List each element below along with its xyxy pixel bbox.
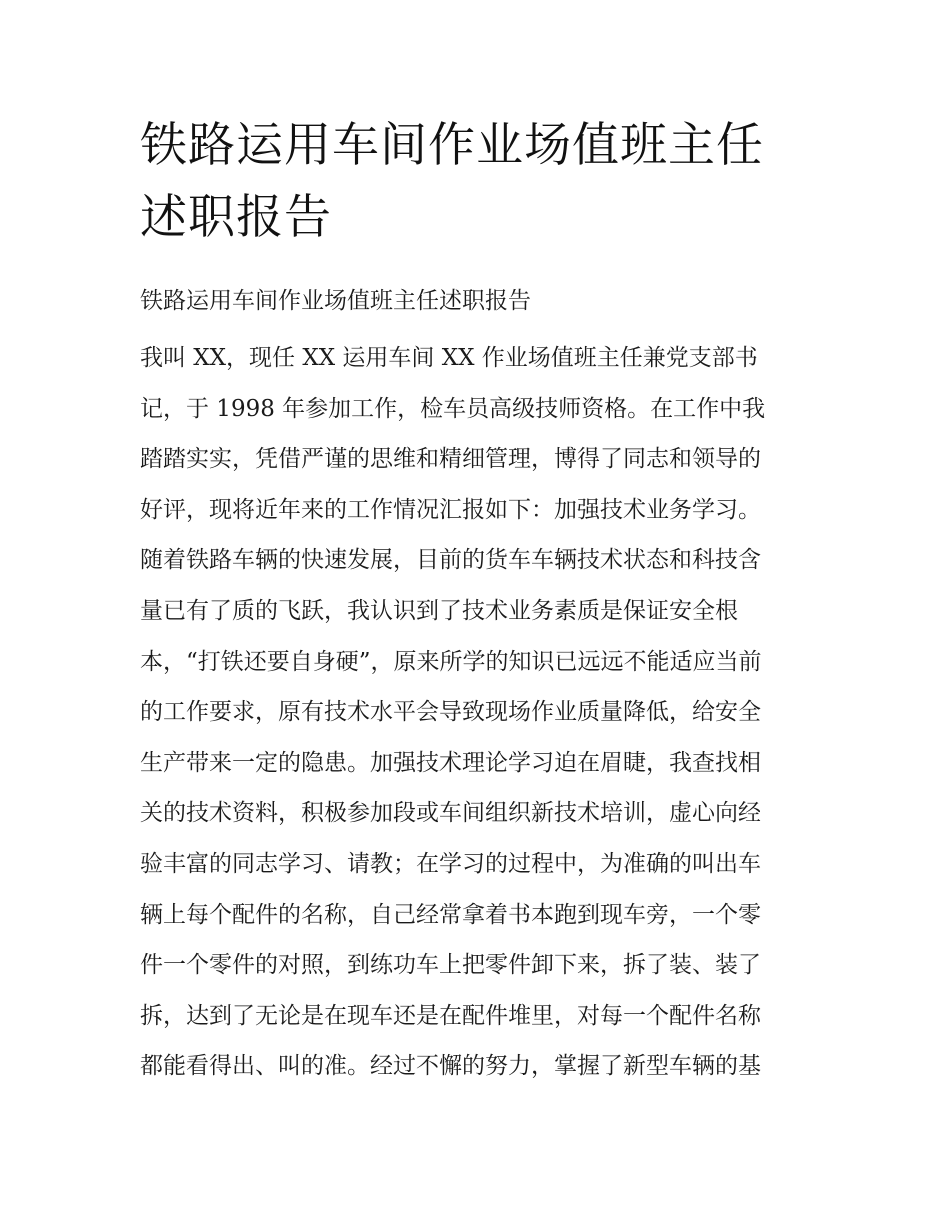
body-line: 踏踏实实，凭借严谨的思维和精细管理，博得了同志和领导的	[140, 446, 761, 473]
body-line: 验丰富的同志学习、请教；在学习的过程中，为准确的叫出车	[140, 850, 761, 877]
body-line: 量已有了质的飞跃，我认识到了技术业务素质是保证安全根	[140, 597, 738, 624]
body-line: 我叫 XX，现任 XX 运用车间 XX 作业场值班主任兼党支部书	[140, 345, 758, 371]
body-line: 辆上每个配件的名称，自己经常拿着书本跑到现车旁，一个零	[140, 901, 761, 928]
document-title	[140, 110, 820, 254]
title-line-1: 铁路运用车间作业场值班主任	[140, 118, 764, 173]
body-line: 生产带来一定的隐患。加强技术理论学习迫在眉睫，我查找相	[140, 749, 761, 776]
document-subtitle: 铁路运用车间作业场值班主任述职报告	[140, 288, 531, 314]
body-line: 的工作要求，原有技术水平会导致现场作业质量降低，给安全	[140, 699, 761, 726]
body-line: 本，“打铁还要自身硬”，原来所学的知识已远远不能适应当前	[140, 648, 762, 675]
body-line: 关的技术资料，积极参加段或车间组织新技术培训，虚心向经	[140, 800, 761, 827]
document-body	[140, 333, 820, 1092]
body-line: 拆，达到了无论是在现车还是在配件堆里，对每一个配件名称	[140, 1002, 761, 1029]
body-line: 好评，现将近年来的工作情况汇报如下：加强技术业务学习。	[140, 496, 761, 523]
body-line: 件一个零件的对照，到练功车上把零件卸下来，拆了装、装了	[140, 952, 761, 979]
body-line: 都能看得出、叫的准。经过不懈的努力，掌握了新型车辆的基	[140, 1053, 761, 1080]
title-line-2: 述职报告	[140, 190, 332, 245]
body-line: 记，于 1998 年参加工作，检车员高级技师资格。在工作中我	[140, 395, 766, 422]
body-line: 随着铁路车辆的快速发展，目前的货车车辆技术状态和科技含	[140, 547, 761, 574]
